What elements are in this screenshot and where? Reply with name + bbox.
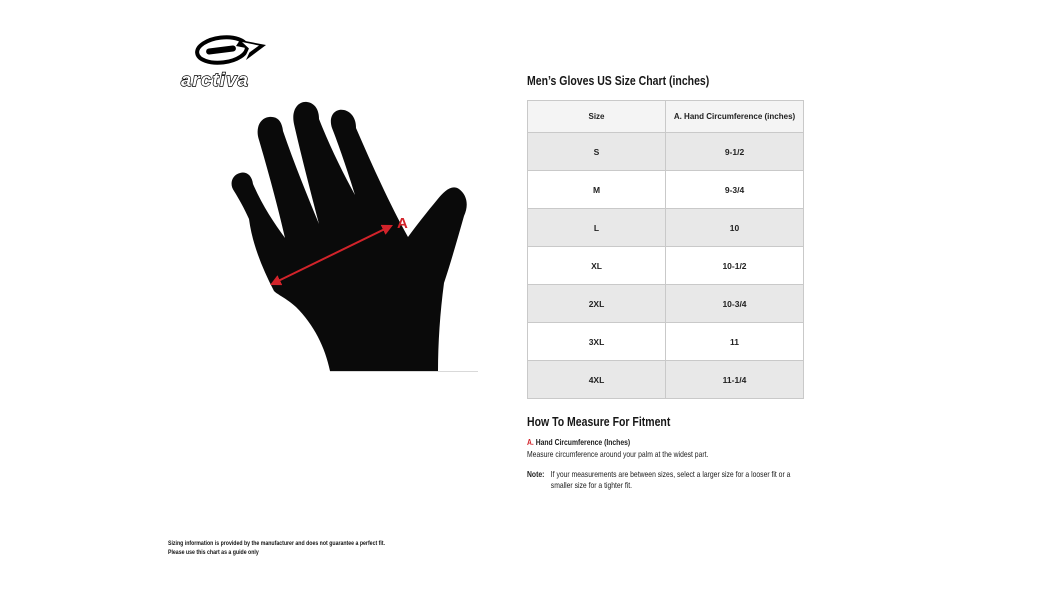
table-row xyxy=(528,209,804,247)
size-chart-section xyxy=(527,75,872,490)
value-cell: 9-3/4 xyxy=(666,171,804,209)
size-cell: XL xyxy=(528,247,666,285)
size-chart-title: Men’s Gloves US Size Chart (inches) xyxy=(527,74,710,88)
note-text: If your measurements are between sizes, select a larger size for a looser fit or a smaller size for a tighter fit. xyxy=(550,469,791,490)
measure-label-text: Hand Circumference (Inches) xyxy=(533,437,631,447)
hand-diagram-svg xyxy=(222,95,480,395)
table-header-row xyxy=(528,101,804,133)
header-cell-circumference: A. Hand Circumference (inches) xyxy=(666,101,804,133)
size-cell: 2XL xyxy=(528,285,666,323)
size-cell: S xyxy=(528,133,666,171)
hand-silhouette xyxy=(232,102,467,371)
value-cell: 11-1/4 xyxy=(666,361,804,399)
hand-diagram xyxy=(222,95,480,395)
value-cell: 10-3/4 xyxy=(666,285,804,323)
measure-instruction: Measure circumference around your palm at the widest part. xyxy=(527,449,709,459)
value-cell: 11 xyxy=(666,323,804,361)
arctiva-wordmark: arctiva xyxy=(181,69,250,90)
header-cell-size: Size xyxy=(528,101,666,133)
arctiva-logo-icon xyxy=(180,33,274,91)
table-row xyxy=(528,323,804,361)
table-row xyxy=(528,361,804,399)
note-label: Note: xyxy=(527,469,545,479)
footer-disclaimer xyxy=(168,539,385,558)
table-row xyxy=(528,285,804,323)
arctiva-logo xyxy=(180,33,274,91)
note xyxy=(527,469,803,490)
size-chart-table xyxy=(527,100,804,399)
table-row xyxy=(528,247,804,285)
footer-line-2: Please use this chart as a guide only xyxy=(168,549,259,557)
value-cell: 10-1/2 xyxy=(666,247,804,285)
table-row xyxy=(528,171,804,209)
value-cell: 10 xyxy=(666,209,804,247)
size-cell: 4XL xyxy=(528,361,666,399)
measurement-label: A xyxy=(397,215,408,232)
measure-label-prefix: A. xyxy=(527,437,534,447)
size-cell: 3XL xyxy=(528,323,666,361)
table-row xyxy=(528,133,804,171)
how-to-heading: How To Measure For Fitment xyxy=(527,415,671,429)
size-cell: L xyxy=(528,209,666,247)
value-cell: 9-1/2 xyxy=(666,133,804,171)
measure-label xyxy=(527,438,803,447)
footer-line-1: Sizing information is provided by the manufacturer and does not guarantee a perfect fit. xyxy=(168,540,385,547)
size-cell: M xyxy=(528,171,666,209)
